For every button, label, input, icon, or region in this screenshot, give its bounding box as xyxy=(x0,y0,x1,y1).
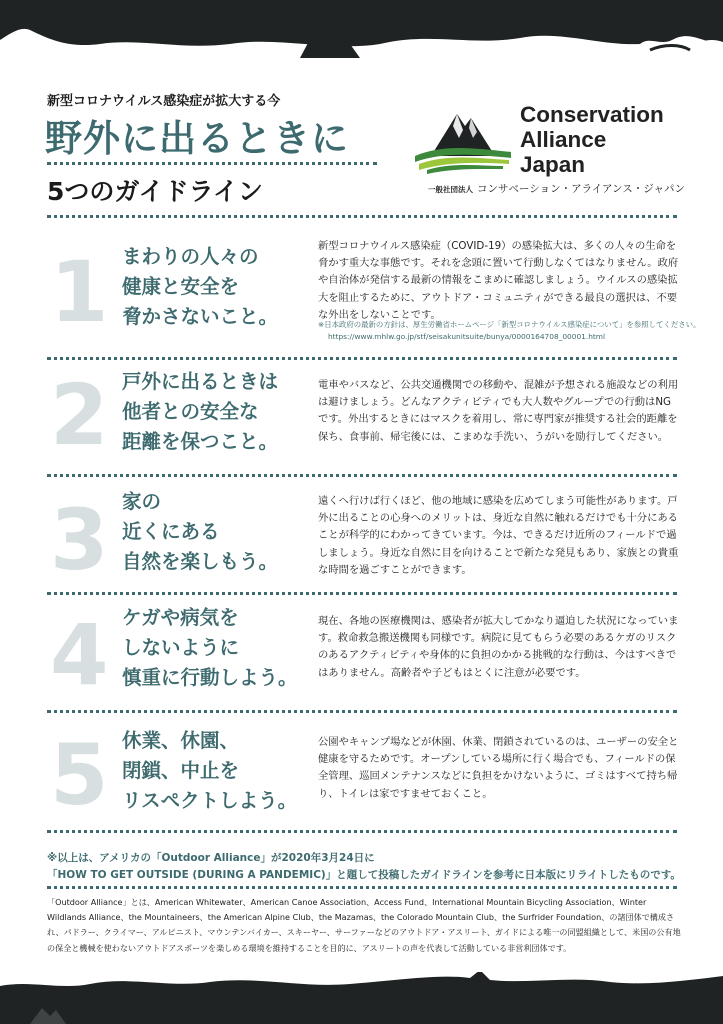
section-divider xyxy=(47,592,677,595)
guideline-body: 電車やバスなど、公共交通機関での移動や、混雑が予想される施設などの利用は避けましょう。どんなアクティビティでも大人数やグループでの行動はNGです。外出するときにはマスクを着用し、常に専門家が推奨する社会的距離を保ち、食事前、帰宅後には、こまめな手洗い、うがいを励行してください。 xyxy=(318,379,679,443)
section-divider xyxy=(47,357,677,360)
about-outdoor-alliance: 「Outdoor Alliance」とは、American Whitewater、American Canoe Association、Access Fund、International Mountain Bicycling Association、Winter Wildlands Alliance、the Mountaineers、the American Alpine Club、the Mazamas、the Colorado Mountain Club、the Surfrider Foundation、の諸団体で構成され、パドラー、クライマー、アルピニスト、マウンテンバイカー、スキーヤー、サーファーなどのアウトドア・アスリート、ガイドによる唯一の同盟組織として、米国の公有地の保全と機械を使わないアウトドアスポーツを楽しめる環境を維持することを目的に、アスリートの声を代表して活動している非営利団体です。 xyxy=(47,897,681,953)
bottom-mountain-band xyxy=(0,972,723,1024)
org-name-jp xyxy=(428,181,685,196)
page-title: 野外に出るときに xyxy=(45,117,349,160)
guideline-number: 3 xyxy=(50,491,109,589)
source-note xyxy=(47,850,687,884)
heading-line: リスペクトしよう。 xyxy=(122,789,298,812)
heading-line: 健康と安全を xyxy=(122,275,240,298)
heading-line: 戸外に出るときは xyxy=(122,370,279,393)
source-note-line2: 「HOW TO GET OUTSIDE (DURING A PANDEMIC)」と題して投稿したガイドラインを参考に日本版にリライトしたものです。 xyxy=(47,869,681,881)
heading-line: 休業、休園、 xyxy=(122,729,240,752)
guideline-heading xyxy=(122,603,298,693)
org-name-line3: Japan xyxy=(520,152,586,177)
mountain-logo-icon xyxy=(413,104,513,176)
heading-line: 近くにある xyxy=(122,520,220,543)
guideline-number: 4 xyxy=(50,606,109,704)
heading-line: ケガや病気を xyxy=(122,606,239,629)
org-name xyxy=(520,102,664,177)
org-name-line2: Alliance xyxy=(520,127,607,152)
guideline-note: ※日本政府の最新の方針は、厚生労働省ホームページ「新型コロナウイルス感染症について」を参照してください。 xyxy=(318,320,701,329)
org-name-line1: Conservation xyxy=(520,102,664,127)
source-note-line1: ※以上は、アメリカの「Outdoor Alliance」が2020年3月24日に xyxy=(47,852,375,864)
org-name-jp-text: コンサベーション・アライアンス・ジャパン xyxy=(477,183,686,195)
guideline-heading xyxy=(122,487,278,577)
guideline-url: https://www.mhlw.go.jp/stf/seisakunitsuite/bunya/0000164708_00001.html xyxy=(328,332,606,341)
title-divider xyxy=(47,162,377,165)
heading-line: しないように xyxy=(122,636,240,659)
org-prefix-jp: 一般社団法人 xyxy=(428,185,473,194)
heading-line: 距離を保つこと。 xyxy=(122,430,279,453)
section-divider xyxy=(47,710,677,713)
section-divider xyxy=(47,830,677,833)
heading-line: 家の xyxy=(122,490,162,513)
header-subtitle: 新型コロナウイルス感染症が拡大する今 xyxy=(47,94,281,109)
top-mountain-band xyxy=(0,0,723,58)
section-divider xyxy=(47,215,677,218)
guideline-heading xyxy=(122,726,297,816)
heading-line: 他者との安全な xyxy=(122,400,259,423)
section-divider xyxy=(47,474,677,477)
guideline-number: 2 xyxy=(50,366,109,464)
guideline-heading xyxy=(122,367,278,457)
guideline-heading xyxy=(122,242,278,332)
heading-line: まわりの人々の xyxy=(122,245,259,268)
guideline-number: 1 xyxy=(50,243,109,341)
guideline-body: 現在、各地の医療機関は、感染者が拡大してかなり逼迫した状況になっています。救命救急搬送機関も同様です。病院に見てもらう必要のあるケガのリスクのあるアクティビティや身体的に負担のかかる挑戦的な行動は、今はすべきではありません。高齢者や子どもはとくに注意が必要です。 xyxy=(318,615,679,679)
heading-line: 閉鎖、中止を xyxy=(122,759,240,782)
guideline-body: 公園やキャンプ場などが休園、休業、閉鎖されているのは、ユーザーの安全と健康を守るためです。オープンしている場所に行く場合でも、フィールドの保全管理、巡回メンテナンスなどに負担をかけないように、ゴミはすべて持ち帰り、トイレは家ですませておくこと。 xyxy=(318,736,679,800)
page-subtitle: 5つのガイドライン xyxy=(47,177,263,206)
heading-line: 脅かさないこと。 xyxy=(122,305,279,328)
guideline-number: 5 xyxy=(50,726,109,824)
guideline-body: 遠くへ行けば行くほど、他の地域に感染を広めてしまう可能性があります。戸外に出ることの心身へのメリットは、身近な自然に触れるだけでも十分にあることが科学的にわかってきています。今は、できるだけ近所のフィールドで過しましょう。身近な自然に目を向けることで新たな発見もあり、家族との貴重な時間を過ごすことができます。 xyxy=(318,495,679,576)
footer-divider xyxy=(47,886,677,889)
heading-line: 慎重に行動しよう。 xyxy=(122,666,298,689)
heading-line: 自然を楽しもう。 xyxy=(122,550,279,573)
guideline-body: 新型コロナウイルス感染症（COVID-19）の感染拡大は、多くの人々の生命を脅かす重大な事態です。それを念頭に置いて行動しなくてはなりません。政府や自治体が発信する最新の情報をこまめに確認しましょう。ウイルスの感染拡大を阻止するために、アウトドア・コミュニティができる最良の選択は、不要な外出をしないことです。 xyxy=(318,240,679,321)
